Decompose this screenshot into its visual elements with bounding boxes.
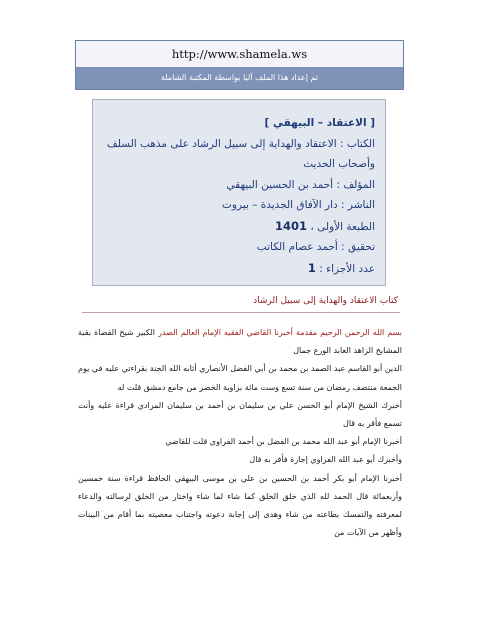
info-book-line1: الكتاب : الاعتقاد والهداية إلى سبيل الرشاد على مذهب السلف — [106, 137, 375, 150]
info-title: [ الاعتقاد – البيهقي ] — [264, 117, 375, 129]
book-title-heading: كتاب الاعتقاد والهداية إلى سبيل الرشاد — [253, 296, 398, 306]
basmala-intro: بسم الله الرحمن الرحيم مقدمة أخبرنا القاضي الفقيه الإمام العالم الصدر — [158, 328, 403, 337]
info-author: المؤلف : أحمد بن الحسين البيهقي — [226, 178, 375, 191]
info-book-line2: وأصحاب الحديث — [303, 158, 375, 170]
info-parts — [101, 258, 375, 280]
divider — [82, 312, 400, 313]
edition-year: 1401 — [275, 218, 308, 233]
banner-subtitle: تم إعداد هذا الملف آليا بواسطة المكتبة الشاملة — [76, 67, 403, 89]
paragraph-1 — [78, 324, 402, 360]
paragraph-1-rest: الكبير شيخ القضاة بقية المشايخ الزاهد العابد الورع جمال — [78, 328, 402, 356]
info-edition — [101, 216, 375, 238]
parts-value: 1 — [307, 260, 316, 275]
body-text — [78, 324, 402, 542]
info-editor: تحقيق : أحمد عصام الكاتب — [256, 241, 375, 253]
paragraph-2: الدين أبو القاسم عبد الصمد بن محمد بن أبي الفضل الأنصاري أثابه الله الجنة بقراءتي عليه في يوم الجمعة منتصف رمضان من سنة تسع وست مائة بزاوية الخضر من جامع دمشق قلت له — [78, 364, 402, 392]
paragraph-3: أخبرك الشيخ الإمام أبو الحسن علي بن سليمان بن أحمد بن سليمان المرادي قراءة عليه وأنت تسمع فأقر به قال — [78, 400, 402, 429]
paragraph-4: أخبرنا الإمام أبو عبد الله محمد بن الفضل بن أحمد الفراوي قلت للقاضي — [165, 437, 402, 447]
edition-label: الطبعة الأولى ، — [310, 220, 375, 233]
book-info-card — [92, 99, 386, 286]
shamela-banner — [75, 40, 404, 90]
parts-label: عدد الأجزاء : — [319, 262, 375, 275]
info-publisher: الناشر : دار الآفاق الجديدة – بيروت — [221, 199, 375, 211]
website-url[interactable]: http://www.shamela.ws — [76, 41, 403, 67]
paragraph-5: وأخبرك أبو عبد الله الفراوي إجازة فأقر به قال — [249, 455, 402, 465]
paragraph-6: أخبرنا الإمام أبو بكر أحمد بن الحسين بن علي بن موسى البيهقي الحافظ قراءة سنة خمسين وأربعمائة قال الحمد لله الذي خلق الخلق كما شاء لما شاء واختار من الخلق لرسالته والدعاء لمعرفته والتمسك بطاعته من شاء وهدى إلى إجابة دعوته واجتناب معصيته بما أقام من البينات وأظهر من الآيات من — [78, 473, 402, 538]
